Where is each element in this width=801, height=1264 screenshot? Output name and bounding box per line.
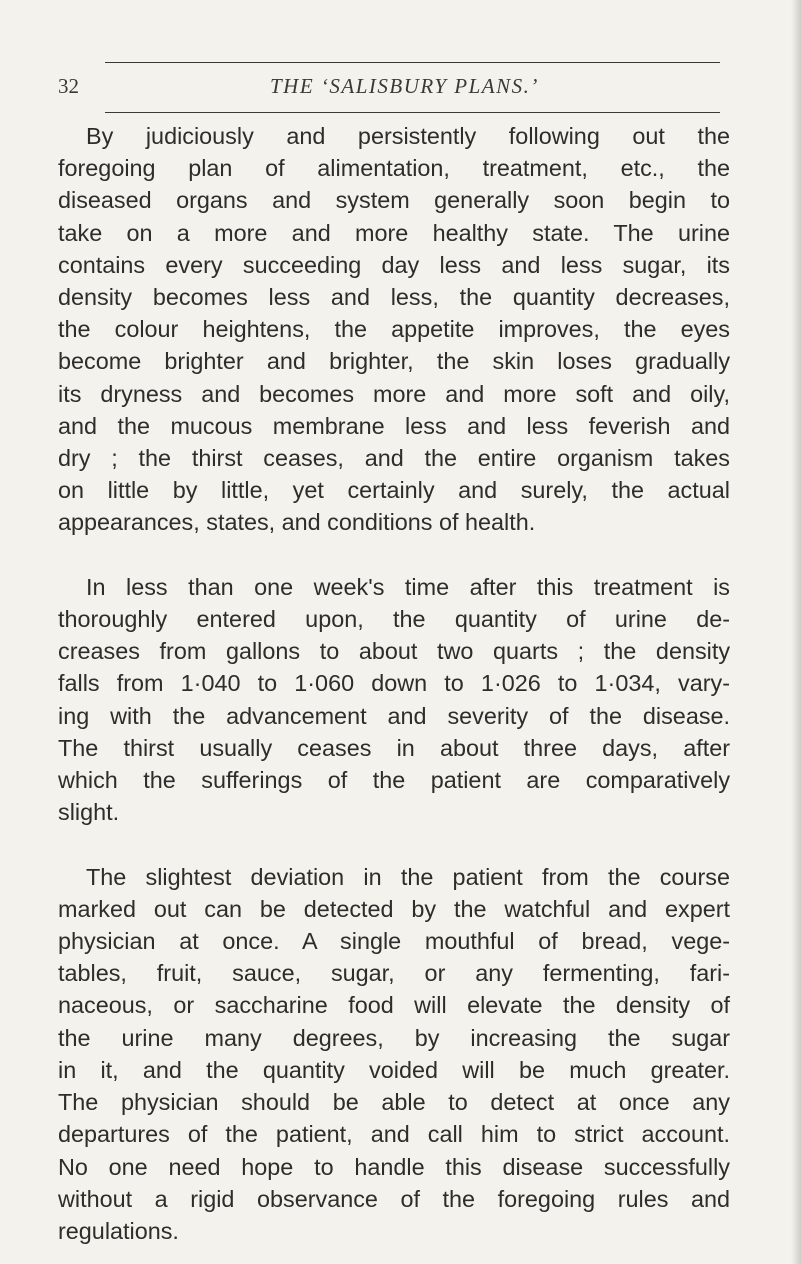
header-rule-top	[105, 62, 720, 63]
text-line: and the mucous membrane less and less feverish and	[58, 412, 730, 439]
text-line: become brighter and brighter, the skin loses gradually	[58, 348, 731, 375]
text-line: naceous, or saccharine food will elevate the density of	[58, 992, 731, 1019]
text-line: which the sufferings of the patient are comparatively	[58, 767, 731, 794]
text-line: departures of the patient, and call him to strict account.	[58, 1121, 730, 1148]
page-header	[58, 74, 758, 104]
text-line: slight.	[58, 799, 120, 826]
text-line: tables, fruit, sauce, sugar, or any fermenting, fari-	[58, 960, 730, 987]
text-line: without a rigid observance of the foregoing rules and	[58, 1185, 731, 1212]
text-line: The slightest deviation in the patient from the course	[86, 863, 730, 890]
text-line: creases from gallons to about two quarts ; the density	[58, 638, 731, 665]
text-line: contains every succeeding day less and less sugar, its	[58, 251, 731, 278]
text-line: take on a more and more healthy state. The urine	[58, 219, 730, 246]
text-line: dry ; the thirst ceases, and the entire organism takes	[58, 445, 730, 472]
text-line: its dryness and becomes more and more soft and oily,	[58, 380, 730, 407]
text-line: No one need hope to handle this disease successfully	[58, 1153, 731, 1180]
text-line: density becomes less and less, the quantity decreases,	[58, 284, 730, 311]
header-rule-bottom	[105, 112, 720, 113]
page-number: 32	[58, 74, 79, 98]
text-line: appearances, states, and conditions of health.	[58, 509, 536, 536]
text-line: on little by little, yet certainly and surely, the actual	[58, 477, 730, 504]
text-line: the colour heightens, the appetite improves, the eyes	[58, 316, 730, 343]
paragraph	[58, 861, 758, 1247]
text-line: physician at once. A single mouthful of bread, vege-	[58, 928, 731, 955]
page-edge-shadow	[791, 0, 801, 1264]
text-line: foregoing plan of alimentation, treatment, etc., the	[58, 155, 730, 182]
text-line: the urine many degrees, by increasing the sugar	[58, 1024, 731, 1051]
text-line: By judiciously and persistently following out the	[86, 123, 730, 149]
paragraph	[58, 120, 758, 571]
text-line: thoroughly entered upon, the quantity of urine de-	[58, 606, 731, 633]
text-line: The physician should be able to detect at once any	[58, 1089, 730, 1116]
text-line: The thirst usually ceases in about three days, after	[58, 734, 731, 761]
text-line: regulations.	[58, 1217, 179, 1244]
text-line: in it, and the quantity voided will be much greater.	[58, 1056, 730, 1083]
text-line: ing with the advancement and severity of the disease.	[58, 702, 731, 729]
running-head: THE ‘SALISBURY PLANS.’	[270, 74, 539, 98]
text-line: marked out can be detected by the watchful and expert	[58, 895, 731, 922]
text-line: diseased organs and system generally soon begin to	[58, 187, 730, 214]
body-text	[58, 120, 758, 1247]
paragraph	[58, 571, 758, 861]
text-line: falls from 1·040 to 1·060 down to 1·026 to 1·034, vary-	[58, 670, 730, 697]
text-line: In less than one week's time after this treatment is	[86, 573, 730, 600]
